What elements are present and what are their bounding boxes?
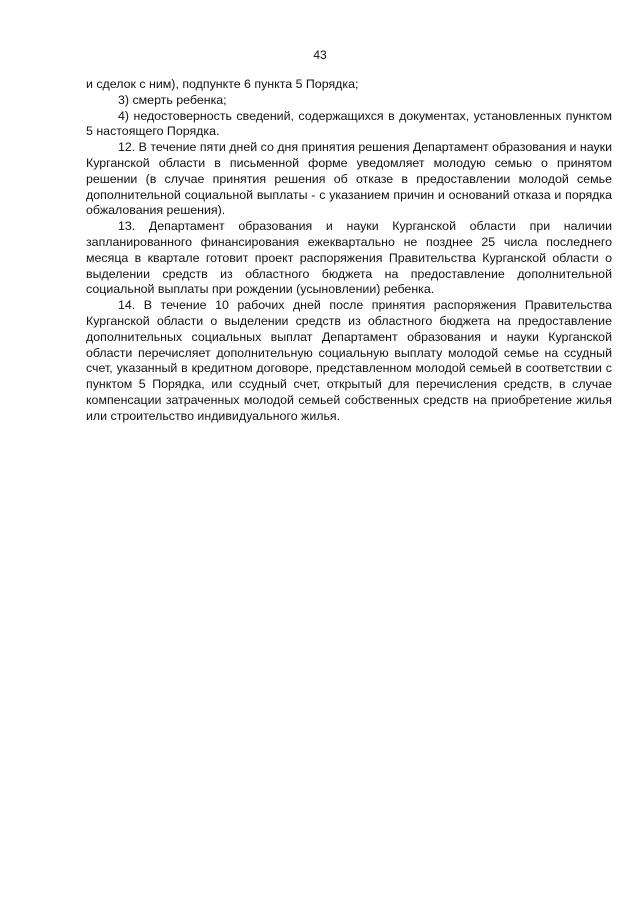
paragraph-item-3: 3) смерть ребенка; (118, 92, 227, 107)
paragraph-12: 12. В течение пяти дней со дня принятия решения Департамент образования и науки Курганской области в письменной форме уведомляет молодую семью о принятом решении (в случае принятия решения об отказе в предоставлении молодой семье дополнительной социальной выплаты - с указанием причин и оснований отказа и порядка обжалования решения). (86, 140, 612, 218)
paragraph-13: 13. Департамент образования и науки Курганской области при наличии запланированного финансирования ежеквартально не позднее 25 числа последнего месяца в квартале готовит проект распоряжения Правительства Курганской области о выделении средств из областного бюджета на предоставление дополнительной социальной выплаты при рождении (усыновлении) ребенка. (86, 219, 612, 297)
paragraph-continuation: и сделок с ним), подпункте 6 пункта 5 Порядка; (86, 77, 359, 91)
paragraph-14: 14. В течение 10 рабочих дней после принятия распоряжения Правительства Курганской области о выделении средств из областного бюджета на предоставление дополнительных социальных выплат Департамент образования и науки Курганской области перечисляет дополнительную социальную выплату молодой семье на ссудный счет, указанный в кредитном договоре, представленном молодой семьей в соответствии с пунктом 5 Порядка, или ссудный счет, открытый для перечисления средств, в случае компенсации затраченных молодой семьей собственных средств на приобретение жилья или строительство индивидуального жилья. (86, 298, 612, 423)
document-body (86, 77, 612, 425)
paragraph-item-4: 4) недостоверность сведений, содержащихся в документах, установленных пунктом 5 настоящего Порядка. (86, 108, 612, 139)
page-number: 43 (313, 48, 327, 62)
